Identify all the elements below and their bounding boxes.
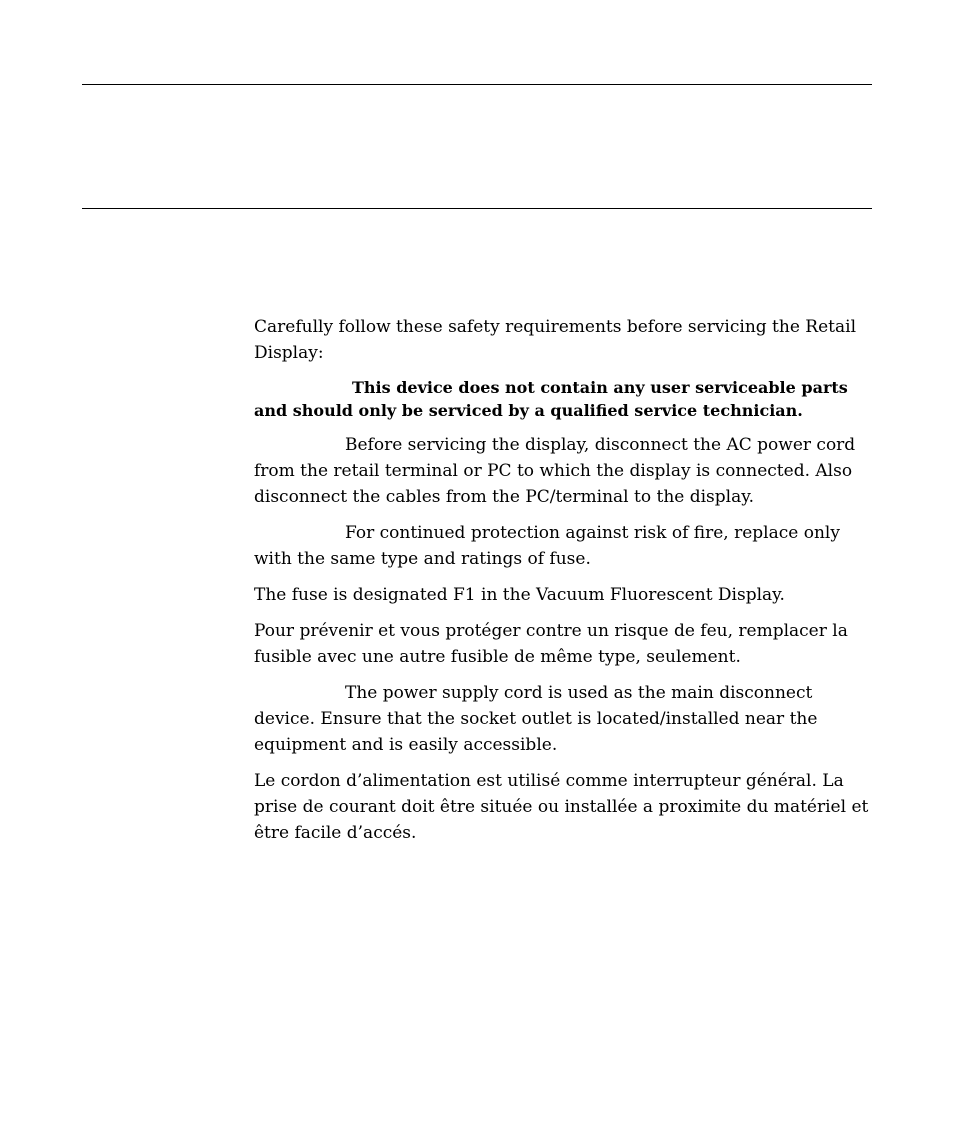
- power-cord-french-warning: Le cordon d’alimentation est utilisé comme interrupteur général. La prise de courant doit être située ou installée a proximite du matériel et être facile d’accés.: [254, 771, 869, 843]
- header-top-rule: [82, 84, 872, 85]
- warning-serviceable-parts: This device does not contain any user serviceable parts and should only be serviced by a qualified service technician.: [254, 378, 848, 420]
- caution-power-cord-disconnect: The power supply cord is used as the main disconnect device. Ensure that the socket outlet is located/installed near the equipment and is easily accessible.: [254, 683, 818, 755]
- caution-fuse-replacement: For continued protection against risk of fire, replace only with the same type and ratings of fuse.: [254, 523, 840, 569]
- fuse-french-warning: Pour prévenir et vous protéger contre un risque de feu, remplacer la fusible avec une autre fusible de même type, seulement.: [254, 621, 848, 667]
- fuse-designation: The fuse is designated F1 in the Vacuum Fluorescent Display.: [254, 585, 785, 605]
- caution-disconnect-power: Before servicing the display, disconnect the AC power cord from the retail terminal or PC to which the display is connected. Also disconnect the cables from the PC/terminal to the display.: [254, 435, 856, 507]
- safety-requirements-section: [254, 314, 870, 856]
- header-bottom-rule: [82, 208, 872, 209]
- intro-paragraph: Carefully follow these safety requirements before servicing the Retail Display:: [254, 317, 857, 363]
